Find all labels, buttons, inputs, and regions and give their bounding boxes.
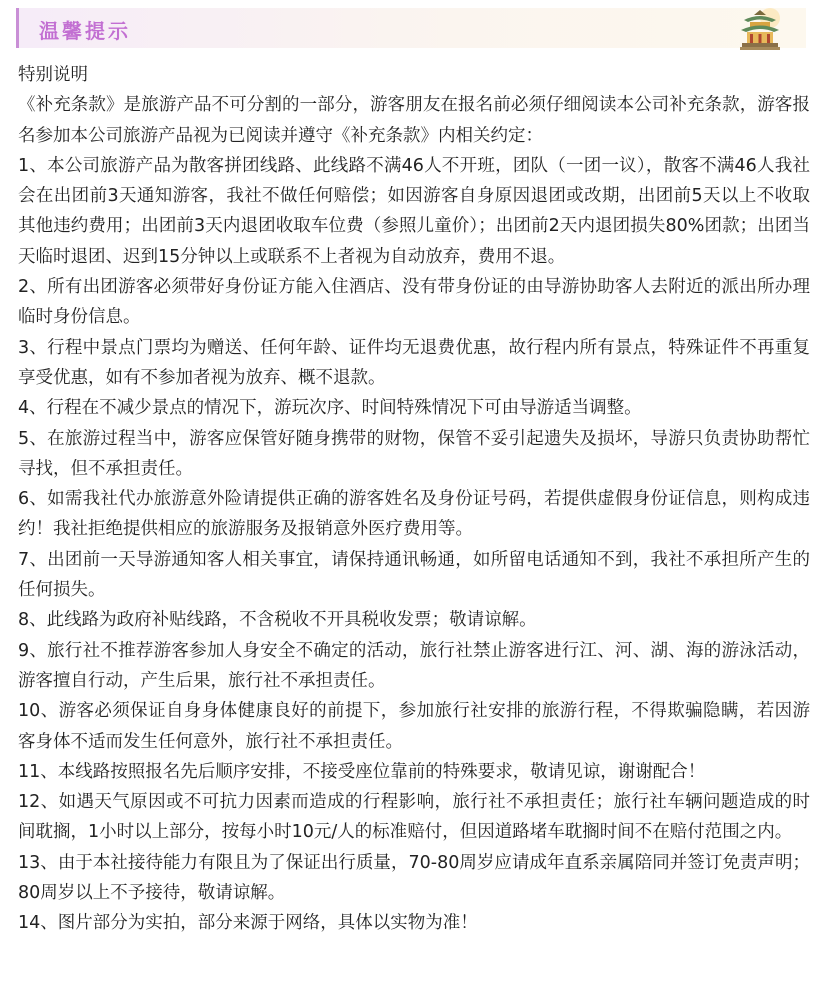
header-title: 温馨提示 xyxy=(39,19,131,43)
content-heading: 特别说明 xyxy=(18,65,88,85)
clause-1: 1、本公司旅游产品为散客拼团线路、此线路不满46人不开班，团队（一团一议），散客不满46人我社会在出团前3天通知游客，我社不做任何赔偿；如因游客自身原因退团或改期，出团前5天以上不收取其他违约费用；出团前3天内退团收取车位费（参照儿童价）；出团前2天内退团损失80%团款；出团当天临时退团、迟到15分钟以上或联系不上者视为自动放弃，费用不退。 xyxy=(18,155,810,267)
clause-3: 3、行程中景点门票均为赠送、任何年龄、证件均无退费优惠，故行程内所有景点，特殊证件不再重复享受优惠，如有不参加者视为放弃、概不退款。 xyxy=(18,337,810,388)
clause-10: 10、游客必须保证自身身体健康良好的前提下，参加旅行社安排的旅游行程，不得欺骗隐瞒，若因游客身体不适而发生任何意外，旅行社不承担责任。 xyxy=(18,701,810,752)
notice-content xyxy=(18,60,810,939)
clause-7: 7、出团前一天导游通知客人相关事宜，请保持通讯畅通，如所留电话通知不到，我社不承担所产生的任何损失。 xyxy=(18,549,810,601)
clause-4: 4、行程在不减少景点的情况下，游玩次序、时间特殊情况下可由导游适当调整。 xyxy=(18,398,642,419)
clause-14: 14、图片部分为实拍，部分来源于网络，具体以实物为准！ xyxy=(18,913,478,934)
clause-11: 11、本线路按照报名先后顺序安排，不接受座位靠前的特殊要求，敬请见谅，谢谢配合！ xyxy=(18,761,706,782)
clause-2: 2、所有出团游客必须带好身份证方能入住酒店、没有带身份证的由导游协助客人去附近的派出所办理临时身份信息。 xyxy=(18,277,810,328)
clause-12: 12、如遇天气原因或不可抗力因素而造成的行程影响，旅行社不承担责任；旅行社车辆问题造成的时间耽搁，1小时以上部分，按每小时10元/人的标准赔付，但因道路堵车耽搁时间不在赔付范围之内。 xyxy=(18,792,810,843)
notice-header xyxy=(16,8,806,48)
clause-5: 5、在旅游过程当中，游客应保管好随身携带的财物，保管不妥引起遗失及损坏，导游只负责协助帮忙寻找，但不承担责任。 xyxy=(18,428,810,479)
clause-6: 6、如需我社代办旅游意外险请提供正确的游客姓名及身份证号码，若提供虚假身份证信息，则构成违约！我社拒绝提供相应的旅游服务及报销意外医疗费用等。 xyxy=(18,489,810,540)
pavilion-icon xyxy=(736,8,784,54)
clause-8: 8、此线路为政府补贴线路，不含税收不开具税收发票；敬请谅解。 xyxy=(18,610,537,631)
clause-13: 13、由于本社接待能力有限且为了保证出行质量，70-80周岁应请成年直系亲属陪同并签订免责声明；80周岁以上不予接待，敬请谅解。 xyxy=(18,852,810,904)
clause-9: 9、旅行社不推荐游客参加人身安全不确定的活动，旅行社禁止游客进行江、河、湖、海的游泳活动，游客擅自行动，产生后果，旅行社不承担责任。 xyxy=(18,640,810,691)
content-intro: 《补充条款》是旅游产品不可分割的一部分，游客朋友在报名前必须仔细阅读本公司补充条款，游客报名参加本公司旅游产品视为已阅读并遵守《补充条款》内相关约定： xyxy=(18,95,810,146)
